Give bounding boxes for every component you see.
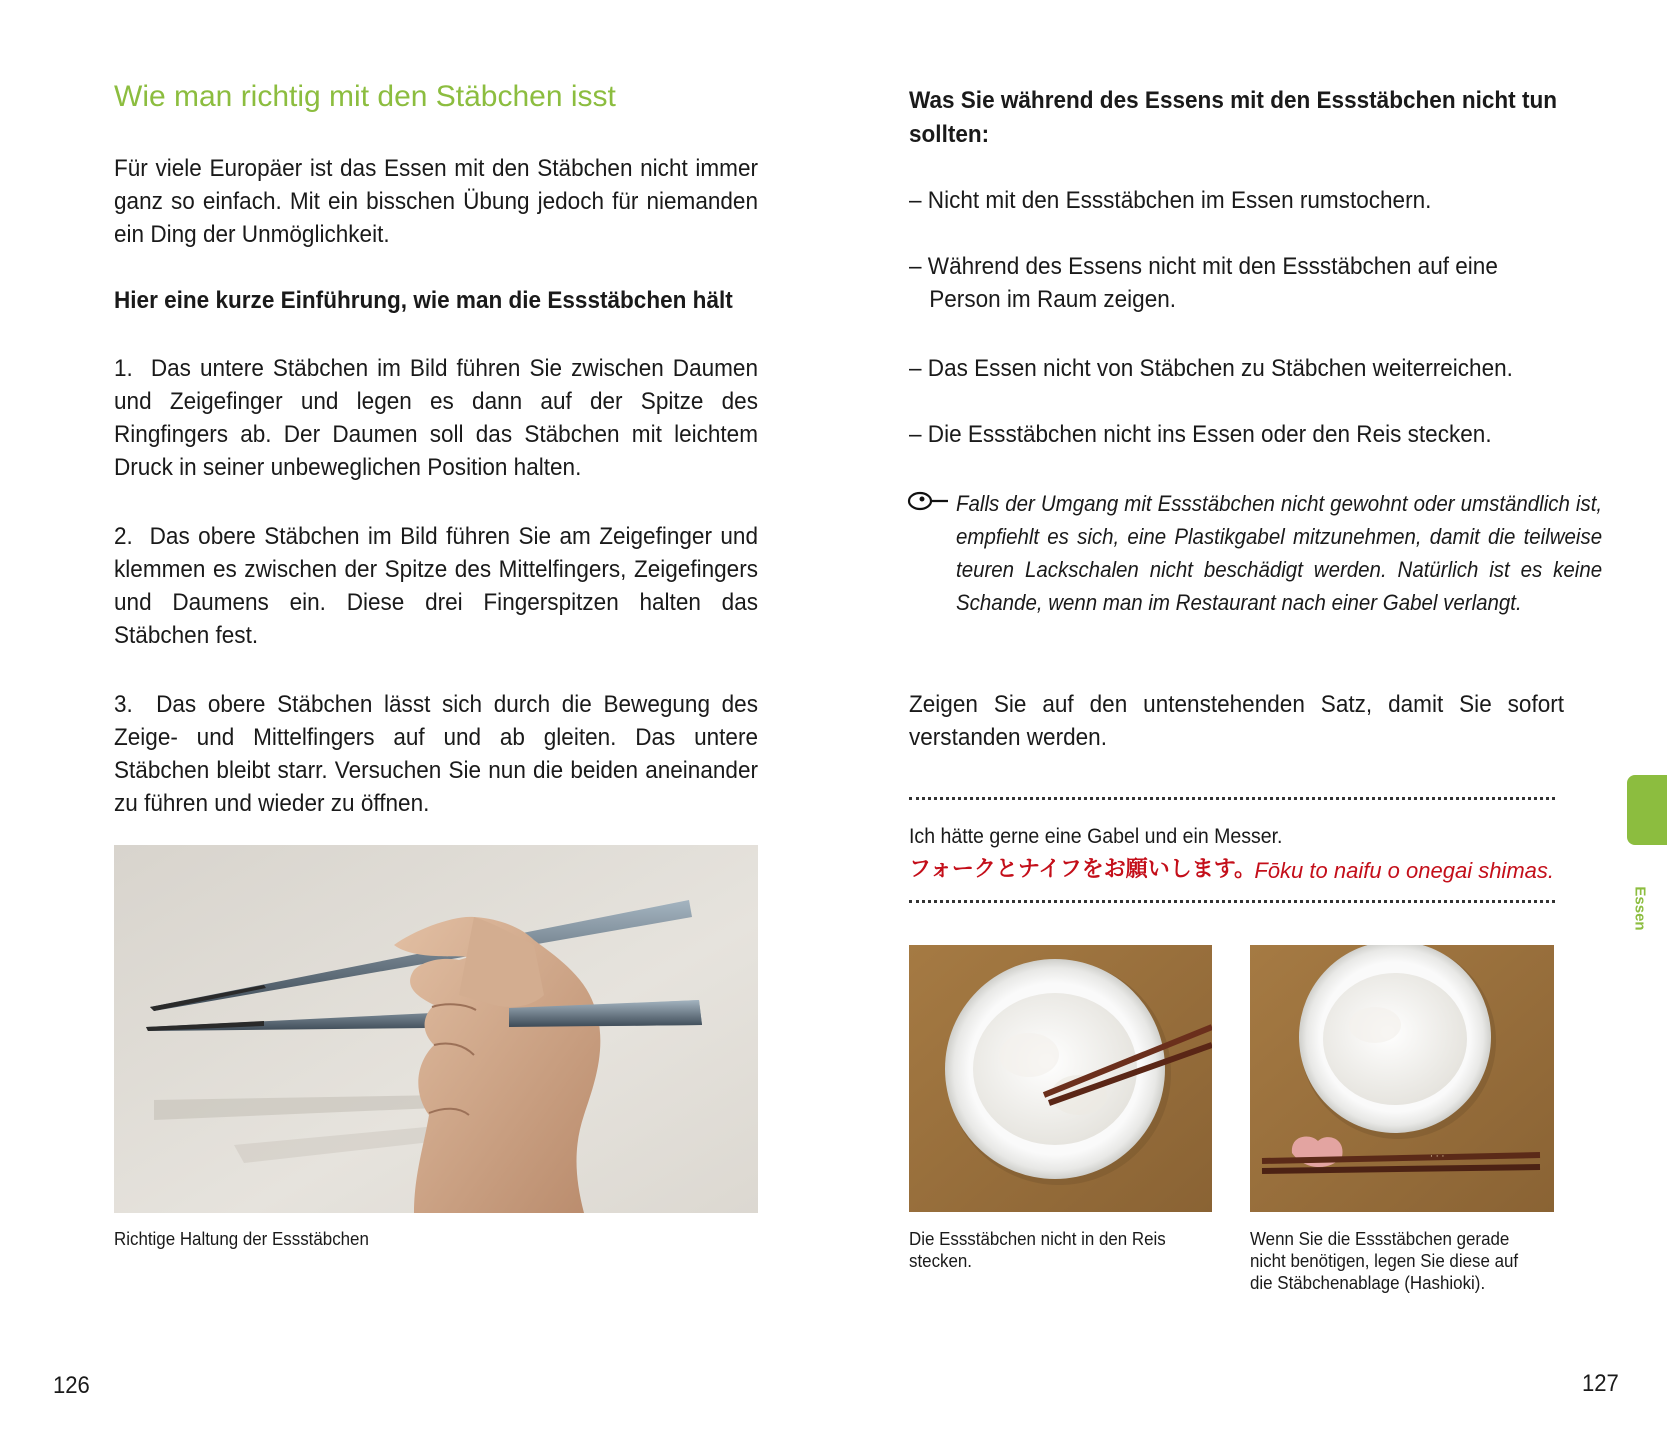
chapter-tab [1627,775,1667,845]
divider-bottom [909,900,1555,903]
step-2: 2. Das obere Stäbchen im Bild führen Sie am Zeigefinger und klemmen es zwischen der Spitze des Mittelfingers, Zeigefingers und Daumens ein. Diese drei Fingerspitzen halten das Stäbchen fest. [114,523,758,649]
photo-caption-left: Richtige Haltung der Essstäbchen [114,1229,369,1249]
page-title: Wie man richtig mit den Stäbchen isst [114,80,616,113]
chopstick-hand-photo [114,845,758,1213]
subheading: Hier eine kurze Einführung, wie man die Essstäbchen hält [114,287,733,314]
step-3: 3. Das obere Stäbchen lässt sich durch die Bewegung des Zeige- und Mittelfingers auf und ab gleiten. Das untere Stäbchen bleibt starr. Versuchen Sie nun die beiden aneinander zu führen und wieder zu öffnen. [114,691,758,817]
chapter-tab-label: Essen [1631,886,1649,931]
intro-paragraph: Für viele Europäer ist das Essen mit den Stäbchen nicht immer ganz so einfach. Mit ein bisschen Übung jedoch für niemanden ein Ding der Unmöglichkeit. [114,155,758,248]
point-instruction: Zeigen Sie auf den untenstehenden Satz, damit Sie sofort verstanden werden. [909,691,1565,751]
dont-item-1: – Nicht mit den Essstäbchen im Essen rumstochern. [909,187,1432,214]
svg-text:· · ·: · · · [1430,1152,1445,1162]
donts-heading: Was Sie während des Essens mit den Essstäbchen nicht tun sollten: [909,87,1557,148]
phrase-japanese: フォークとナイフをお願いします。 [909,857,1256,882]
tip-text: Falls der Umgang mit Essstäbchen nicht gewohnt oder umständlich ist, empfiehlt es sich, eine Plastikgabel mitzunehmen, damit die teilweise teuren Lackschalen nicht beschädigt werden. Natürlich ist es keine Schande, wenn man im Restaurant nach einer Gabel verlangt. [956,491,1603,615]
dont-item-3: – Das Essen nicht von Stäbchen zu Stäbchen weiterreichen. [909,355,1513,382]
dont-item-4: – Die Essstäbchen nicht ins Essen oder den Reis stecken. [909,421,1492,448]
rice-chopsticks-stuck-photo [909,945,1212,1212]
divider-top [909,797,1555,800]
page-number-left: 126 [53,1372,90,1399]
tip-pointer-icon [907,490,949,512]
step-1: 1. Das untere Stäbchen im Bild führen Sie zwischen Daumen und Zeigefinger und legen es dann auf der Spitze des Ringfingers ab. Der Daumen soll das Stäbchen mit leichtem Druck in seiner unbeweglichen Position halten. [114,355,758,481]
dont-item-2: – Während des Essens nicht mit den Essstäbchen auf eine Person im Raum zeigen. [909,253,1498,313]
phrase-romaji: Fōku to naifu o onegai shimas. [1254,858,1554,883]
phrase-german: Ich hätte gerne eine Gabel und ein Messer. [909,825,1283,848]
photo-caption-rice-2: Wenn Sie die Essstäbchen gerade nicht benötigen, legen Sie diese auf die Stäbchenablage (Hashioki). [1250,1229,1519,1293]
page-number-right: 127 [1582,1370,1619,1397]
rice-chopstick-rest-photo [1250,945,1554,1212]
photo-caption-rice-1: Die Essstäbchen nicht in den Reis stecken. [909,1229,1166,1271]
